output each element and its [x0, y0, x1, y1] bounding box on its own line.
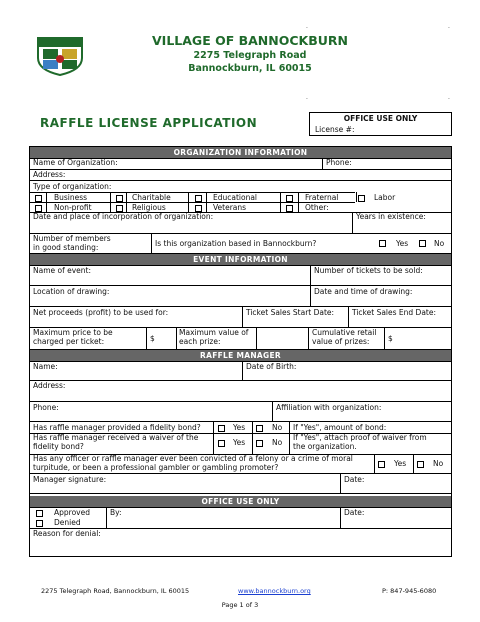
- office-use-box: [309, 112, 452, 136]
- based-no-label: No: [434, 239, 445, 248]
- type-nonprofit-checkbox[interactable]: [35, 205, 42, 212]
- based-no-checkbox[interactable]: [419, 240, 426, 247]
- felony-no-label: No: [433, 459, 444, 468]
- type-labor-label: Labor: [374, 193, 396, 202]
- members-label[interactable]: Number of members in good standing:: [33, 234, 111, 252]
- based-in-bannockburn-question: Is this organization based in Bannockburn?: [155, 239, 317, 248]
- bond-yes-label: Yes: [233, 423, 246, 432]
- type-other-field[interactable]: Other:: [305, 203, 329, 212]
- page-title: RAFFLE LICENSE APPLICATION: [40, 116, 258, 130]
- waiver-question: Has raffle manager received a waiver of the fidelity bond?: [33, 433, 199, 451]
- org-type-label: Type of organization:: [33, 182, 112, 191]
- office-use-title: OFFICE USE ONLY: [343, 114, 418, 123]
- type-other-checkbox[interactable]: [286, 205, 293, 212]
- years-existence-field[interactable]: Years in existence:: [356, 212, 426, 221]
- sales-start-field[interactable]: Ticket Sales Start Date:: [246, 308, 335, 317]
- org-name-field[interactable]: Name of Organization:: [33, 158, 118, 167]
- footer-address: 2275 Telegraph Road, Bannockburn, IL 60015: [41, 587, 190, 595]
- denial-reason-field[interactable]: Reason for denial:: [33, 529, 101, 538]
- org-address-field[interactable]: Address:: [33, 170, 66, 179]
- max-prize-value-label: Maximum value of each prize:: [179, 328, 249, 346]
- sales-end-field[interactable]: Ticket Sales End Date:: [352, 308, 437, 317]
- type-business-label: Business: [54, 193, 88, 202]
- felony-question: Has any officer or raffle manager ever been convicted of a felony or a crime of moral turpitude, or been a professional gambler or gambling promoter?: [33, 454, 353, 472]
- license-number-field[interactable]: License #:: [315, 125, 355, 134]
- type-labor-checkbox[interactable]: [358, 195, 365, 202]
- max-ticket-price-field[interactable]: $: [150, 334, 155, 343]
- section-organization-header: ORGANIZATION INFORMATION: [30, 147, 451, 158]
- approved-by-field[interactable]: By:: [110, 508, 122, 517]
- denied-checkbox[interactable]: [36, 520, 43, 527]
- waiver-no-checkbox[interactable]: [256, 440, 263, 447]
- type-nonprofit-label: Non-profit: [54, 203, 92, 212]
- type-fraternal-checkbox[interactable]: [286, 195, 293, 202]
- crop-mark: ·: [306, 96, 308, 103]
- manager-signature-date-field[interactable]: Date:: [344, 475, 365, 484]
- bond-yes-checkbox[interactable]: [218, 425, 225, 432]
- type-educational-checkbox[interactable]: [195, 195, 202, 202]
- crop-mark: ·: [448, 25, 450, 32]
- waiver-no-label: No: [272, 438, 283, 447]
- based-yes-checkbox[interactable]: [379, 240, 386, 247]
- footer-website-link[interactable]: www.bannockburn.org: [238, 587, 311, 595]
- max-ticket-price-label: Maximum price to be charged per ticket:: [33, 328, 113, 346]
- type-charitable-checkbox[interactable]: [116, 195, 123, 202]
- cumulative-value-field[interactable]: $: [388, 334, 393, 343]
- cumulative-value-label: Cumulative retail value of prizes:: [312, 328, 377, 346]
- approved-label: Approved: [54, 508, 90, 517]
- type-business-checkbox[interactable]: [35, 195, 42, 202]
- manager-address-field[interactable]: Address:: [33, 381, 66, 390]
- felony-yes-checkbox[interactable]: [378, 461, 385, 468]
- tickets-sold-field[interactable]: Number of tickets to be sold:: [314, 266, 423, 275]
- manager-affiliation-field[interactable]: Affiliation with organization:: [276, 403, 382, 412]
- application-form: [29, 146, 452, 557]
- waiver-yes-checkbox[interactable]: [218, 440, 225, 447]
- approved-checkbox[interactable]: [36, 510, 43, 517]
- waiver-note: If "Yes", attach proof of waiver from the organization.: [293, 433, 427, 451]
- fidelity-bond-question: Has raffle manager provided a fidelity bond?: [33, 423, 201, 432]
- drawing-location-field[interactable]: Location of drawing:: [33, 287, 110, 296]
- felony-yes-label: Yes: [394, 459, 407, 468]
- felony-no-checkbox[interactable]: [417, 461, 424, 468]
- village-street: 2275 Telegraph Road: [193, 50, 307, 61]
- type-educational-label: Educational: [213, 193, 258, 202]
- based-yes-label: Yes: [396, 239, 409, 248]
- footer-phone: P: 847-945-6080: [382, 587, 437, 595]
- type-veterans-checkbox[interactable]: [195, 205, 202, 212]
- manager-name-field[interactable]: Name:: [33, 362, 58, 371]
- village-name: VILLAGE OF BANNOCKBURN: [152, 33, 348, 48]
- type-charitable-label: Charitable: [132, 193, 171, 202]
- denied-label: Denied: [54, 518, 81, 527]
- type-religious-checkbox[interactable]: [116, 205, 123, 212]
- type-religious-label: Religious: [132, 203, 166, 212]
- manager-signature-field[interactable]: Manager signature:: [33, 475, 107, 484]
- crop-mark: ·: [448, 96, 450, 103]
- office-date-field[interactable]: Date:: [344, 508, 365, 517]
- bond-no-checkbox[interactable]: [256, 425, 263, 432]
- waiver-yes-label: Yes: [233, 438, 246, 447]
- drawing-datetime-field[interactable]: Date and time of drawing:: [314, 287, 413, 296]
- section-manager-header: RAFFLE MANAGER: [30, 350, 451, 361]
- org-phone-field[interactable]: Phone:: [326, 158, 352, 167]
- net-proceeds-field[interactable]: Net proceeds (profit) to be used for:: [33, 308, 169, 317]
- crop-mark: ·: [306, 25, 308, 32]
- bond-amount-field[interactable]: If "Yes", amount of bond:: [293, 423, 387, 432]
- manager-dob-field[interactable]: Date of Birth:: [246, 362, 297, 371]
- incorporation-field[interactable]: Date and place of incorporation of organization:: [33, 212, 214, 221]
- page-number: Page 1 of 3: [221, 601, 259, 609]
- village-city: Bannockburn, IL 60015: [188, 63, 312, 74]
- section-office-header: OFFICE USE ONLY: [30, 496, 451, 507]
- type-fraternal-label: Fraternal: [305, 193, 339, 202]
- event-name-field[interactable]: Name of event:: [33, 266, 92, 275]
- manager-phone-field[interactable]: Phone:: [33, 403, 59, 412]
- type-veterans-label: Veterans: [213, 203, 247, 212]
- bond-no-label: No: [272, 423, 283, 432]
- village-seal-logo: [36, 36, 84, 76]
- section-event-header: EVENT INFORMATION: [30, 254, 451, 265]
